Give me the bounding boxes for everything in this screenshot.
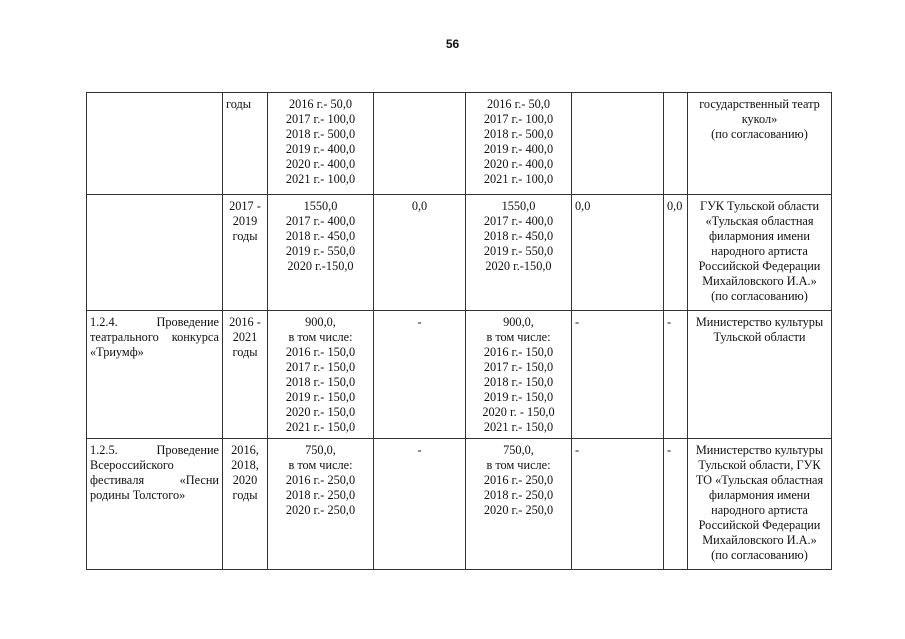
federal-funding-cell	[374, 93, 466, 195]
federal-funding-cell: 0,0	[374, 195, 466, 311]
extra-funding-cell: 0,0	[664, 195, 688, 311]
local-funding-cell	[572, 93, 664, 195]
total-funding-cell: 2016 г.- 50,0 2017 г.- 100,0 2018 г.- 500,0 2019 г.- 400,0 2020 г.- 400,0 2021 г.- 100,0	[268, 93, 374, 195]
table-row	[87, 311, 832, 439]
table-row	[87, 93, 832, 195]
period-cell: 2017 - 2019 годы	[223, 195, 268, 311]
extra-funding-cell: -	[664, 439, 688, 570]
federal-funding-cell: -	[374, 311, 466, 439]
activity-name-cell	[87, 93, 223, 195]
local-funding-cell: -	[572, 311, 664, 439]
regional-funding-cell: 1550,0 2017 г.- 400,0 2018 г.- 450,0 2019 г.- 550,0 2020 г.-150,0	[466, 195, 572, 311]
regional-funding-cell: 900,0, в том числе: 2016 г.- 150,0 2017 г.- 150,0 2018 г.- 150,0 2019 г.- 150,0 2020 г. - 150,0 2021 г.- 150,0	[466, 311, 572, 439]
executor-cell: ГУК Тульской области «Тульская областная филармония имени народного артиста Российской Федерации Михайловского И.А.» (по согласованию)	[688, 195, 832, 311]
executor-cell: государственный театр кукол» (по согласованию)	[688, 93, 832, 195]
period-cell: 2016, 2018, 2020 годы	[223, 439, 268, 570]
regional-funding-cell: 750,0, в том числе: 2016 г.- 250,0 2018 г.- 250,0 2020 г.- 250,0	[466, 439, 572, 570]
regional-funding-cell: 2016 г.- 50,0 2017 г.- 100,0 2018 г.- 500,0 2019 г.- 400,0 2020 г.- 400,0 2021 г.- 100,0	[466, 93, 572, 195]
program-table	[86, 92, 832, 570]
period-cell: 2016 - 2021 годы	[223, 311, 268, 439]
activity-name-cell: 1.2.4. Проведение театрального конкурса «Триумф»	[87, 311, 223, 439]
activity-name-cell	[87, 195, 223, 311]
table-row	[87, 195, 832, 311]
total-funding-cell: 1550,0 2017 г.- 400,0 2018 г.- 450,0 2019 г.- 550,0 2020 г.-150,0	[268, 195, 374, 311]
table-row	[87, 439, 832, 570]
local-funding-cell: 0,0	[572, 195, 664, 311]
period-cell: годы	[223, 93, 268, 195]
total-funding-cell: 900,0, в том числе: 2016 г.- 150,0 2017 г.- 150,0 2018 г.- 150,0 2019 г.- 150,0 2020 г.- 150,0 2021 г.- 150,0	[268, 311, 374, 439]
local-funding-cell: -	[572, 439, 664, 570]
page-number: 56	[445, 37, 460, 51]
extra-funding-cell: -	[664, 311, 688, 439]
executor-cell: Министерство культуры Тульской области	[688, 311, 832, 439]
executor-cell: Министерство культуры Тульской области, ГУК ТО «Тульская областная филармония имени народного артиста Российской Федерации Михайловского И.А.» (по согласованию)	[688, 439, 832, 570]
extra-funding-cell	[664, 93, 688, 195]
activity-name-cell: 1.2.5. Проведение Всероссийского фестиваля «Песни родины Толстого»	[87, 439, 223, 570]
total-funding-cell: 750,0, в том числе: 2016 г.- 250,0 2018 г.- 250,0 2020 г.- 250,0	[268, 439, 374, 570]
federal-funding-cell: -	[374, 439, 466, 570]
